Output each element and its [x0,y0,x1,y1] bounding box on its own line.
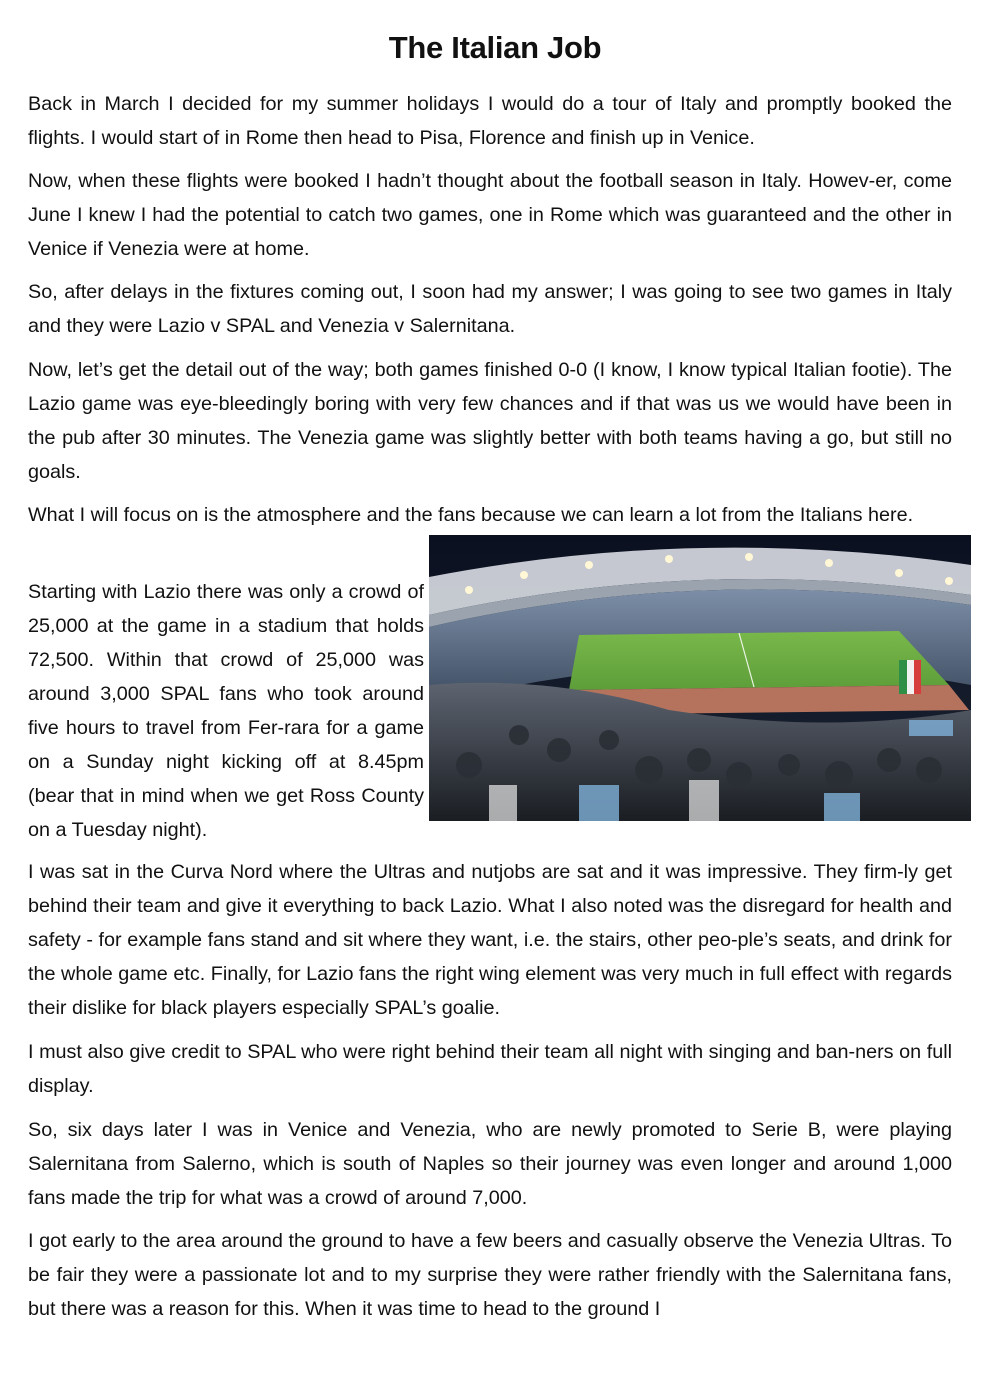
article-title: The Italian Job [388,30,602,65]
paragraph-5: What I will focus on is the atmosphere and the fans because we can learn a lot from the Italians here. [28,504,914,526]
paragraph-2: Now, when these flights were booked I hadn’t thought about the football season in Italy. Howev-er, come June I knew I had the potential to catch two games, one in Rome which was guaranteed and the other in Venice if Venezia were at home. [28,170,952,260]
paragraph-10: I got early to the area around the ground to have a few beers and casually observe the Venezia Ultras. To be fair they were a passionate lot and to my surprise they were rather friendly with the Salernitana fans, but there was a reason for this. When it was time to head to the ground I [28,1230,952,1320]
stadium-crowd-photo [429,535,971,821]
paragraph-6: Starting with Lazio there was only a crowd of 25,000 at the game in a stadium that holds 72,500. Within that crowd of 25,000 was around 3,000 SPAL fans who took around five hours to travel from Fer-rara for a game on a Sunday night kicking off at 8.45pm (bear that in mind when we get Ross County on a Tuesday night). [28,581,424,841]
paragraph-7: I was sat in the Curva Nord where the Ultras and nutjobs are sat and it was impressive. They firm-ly get behind their team and give it everything to back Lazio. What I also noted was the disregard for health and safety - for example fans stand and sit where they want, i.e. the stairs, other peo-ple’s seats, and drink for the whole game etc. Finally, for Lazio fans the right wing element was very much in full effect with regards their dislike for black players especially SPAL’s goalie. [28,861,952,1019]
paragraph-3: So, after delays in the fixtures coming out, I soon had my answer; I was going to see two games in Italy and they were Lazio v SPAL and Venezia v Salernitana. [28,281,952,337]
paragraph-4: Now, let’s get the detail out of the way; both games finished 0-0 (I know, I know typical Italian footie). The Lazio game was eye-bleedingly boring with very few chances and if that was us we would have been in the pub after 30 minutes. The Venezia game was slightly better with both teams having a go, but still no goals. [28,359,952,483]
paragraph-9: So, six days later I was in Venice and Venezia, who are newly promoted to Serie B, were playing Salernitana from Salerno, which is south of Naples so their journey was even longer and around 1,000 fans made the trip for what was a crowd of around 7,000. [28,1119,952,1209]
paragraph-1: Back in March I decided for my summer holidays I would do a tour of Italy and promptly booked the flights. I would start of in Rome then head to Pisa, Florence and finish up in Venice. [28,93,952,149]
paragraph-8: I must also give credit to SPAL who were right behind their team all night with singing and ban-ners on full display. [28,1041,952,1097]
stadium-illustration [429,535,971,821]
